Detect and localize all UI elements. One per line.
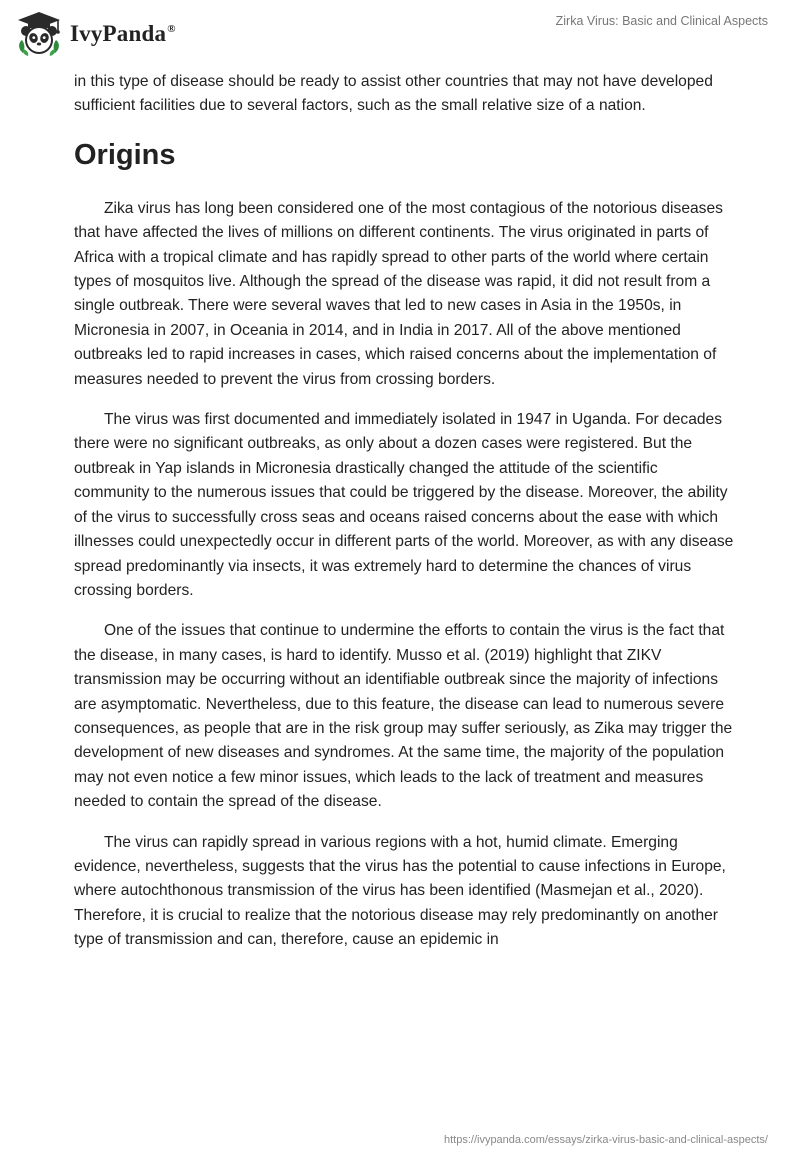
logo-wordmark: IvyPanda® [70, 21, 176, 46]
body-paragraph-4: The virus can rapidly spread in various regions with a hot, humid climate. Emerging evidence, nevertheless, suggests that the virus has the potential to cause infections in Europe, where autochthonous transmission of the virus has been identified (Masmejan et al., 2020). Therefore, it is crucial to realize that the notorious disease may rely predominantly on another type of transmission and can, therefore, cause an epidemic in [74, 833, 726, 949]
panda-graduate-icon [14, 9, 64, 59]
body-paragraph-3: One of the issues that continue to undermine the efforts to contain the virus is the fact that the disease, in many cases, is hard to identify. Musso et al. (2019) highlight that ZIKV transmission may be occurring without an identifiable outbreak since the majority of infections are asymptomatic. Nevertheless, due to this feature, the disease can lead to numerous severe consequences, as people that are in the risk group may suffer seriously, as Zika may trigger the development of new diseases and syndromes. At the same time, the majority of the population may not even notice a few minor issues, which leads to the lack of treatment and measures needed to contain the spread of the disease. [74, 622, 733, 811]
source-url[interactable]: https://ivypanda.com/essays/zirka-virus-basic-and-clinical-aspects/ [443, 1134, 768, 1146]
body-paragraph-2: The virus was first documented and immediately isolated in 1947 in Uganda. For decades there were no significant outbreaks, as only about a dozen cases were registered. But the outbreak in Yap islands in Micronesia drastically changed the attitude of the scientific community to the numerous issues that could be triggered by the disease. Moreover, the ability of the virus to successfully cross seas and oceans raised concerns about the ease with which illnesses could unexpectedly occur in different parts of the world. Moreover, as with any disease spread predominantly via insects, it was extremely hard to determine the chances of virus crossing borders. [74, 411, 734, 599]
registered-mark: ® [167, 23, 176, 36]
intro-paragraph: in this type of disease should be ready to assist other countries that may not have developed sufficient facilities due to several factors, such as the small relative size of a nation. [74, 73, 713, 115]
essay-body [74, 70, 734, 969]
page-header [0, 0, 800, 70]
body-paragraph-1: Zika virus has long been considered one of the most contagious of the notorious diseases that have affected the lives of millions on different continents. The virus originated in parts of Africa with a tropical climate and has rapidly spread to other parts of the world where certain types of mosquitos live. Although the spread of the disease was rapid, it did not result from a single outbreak. There were several waves that led to new cases in Asia in the 1950s, in Micronesia in 2007, in Oceania in 2014, and in India in 2017. All of the above mentioned outbreaks led to rapid increases in cases, which raised concerns about the implementation of measures needed to prevent the virus from crossing borders. [74, 199, 723, 388]
ivypanda-logo[interactable] [14, 8, 176, 60]
section-heading-origins: Origins [74, 138, 176, 171]
document-title: Zirka Virus: Basic and Clinical Aspects [555, 14, 768, 28]
